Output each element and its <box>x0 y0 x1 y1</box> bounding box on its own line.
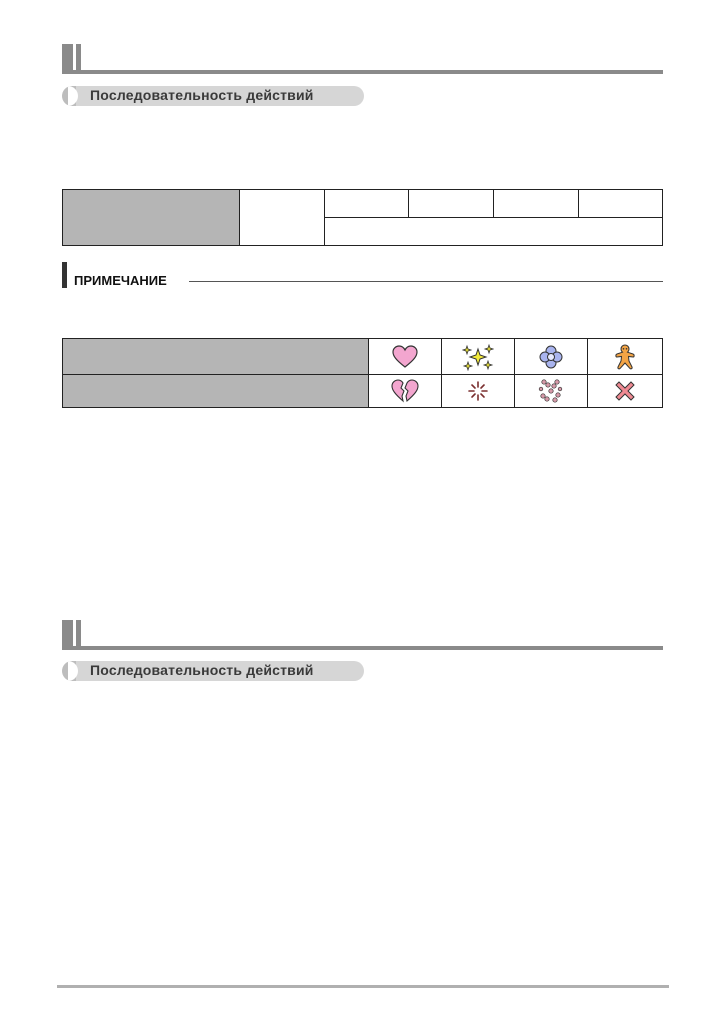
table-cell <box>325 190 409 218</box>
settings-table <box>62 189 663 246</box>
table-cell <box>442 339 515 375</box>
table-header-cell <box>63 339 369 375</box>
procedure-pill-label: Последовательность действий <box>90 662 314 678</box>
table-header-cell <box>63 190 240 245</box>
table-cell <box>369 375 442 407</box>
flower-icon <box>539 345 563 369</box>
procedure-pill-1 <box>62 86 364 106</box>
section-header-1 <box>62 44 663 74</box>
note-marker <box>62 262 67 288</box>
table-cell <box>442 375 515 407</box>
broken-heart-icon <box>391 379 419 403</box>
small-sparkle-icon <box>467 380 489 402</box>
cross-icon <box>615 381 635 401</box>
table-cell <box>515 375 588 407</box>
table-cell <box>515 339 588 375</box>
procedure-pill-label: Последовательность действий <box>90 87 314 103</box>
header-rule <box>62 70 663 74</box>
note-rule <box>189 281 663 282</box>
heart-icon <box>392 345 418 369</box>
table-cell <box>588 339 662 375</box>
note-label: ПРИМЕЧАНИЕ <box>74 273 167 288</box>
footer-rule <box>57 985 669 988</box>
note-heading <box>62 262 663 288</box>
table-cell <box>579 190 662 218</box>
table-cell <box>494 190 579 218</box>
table-cell <box>369 339 442 375</box>
header-rule <box>62 646 663 650</box>
table-header-cell <box>63 375 369 407</box>
table-cell-wide <box>325 218 662 245</box>
section-header-2 <box>62 620 663 650</box>
procedure-pill-2 <box>62 661 364 681</box>
icon-table <box>62 338 663 408</box>
table-cell <box>409 190 494 218</box>
table-cell <box>240 190 325 245</box>
sparkle-icon <box>462 343 494 371</box>
gingerbread-icon <box>615 344 635 370</box>
scattered-flower-icon <box>538 378 564 404</box>
table-cell <box>588 375 662 407</box>
